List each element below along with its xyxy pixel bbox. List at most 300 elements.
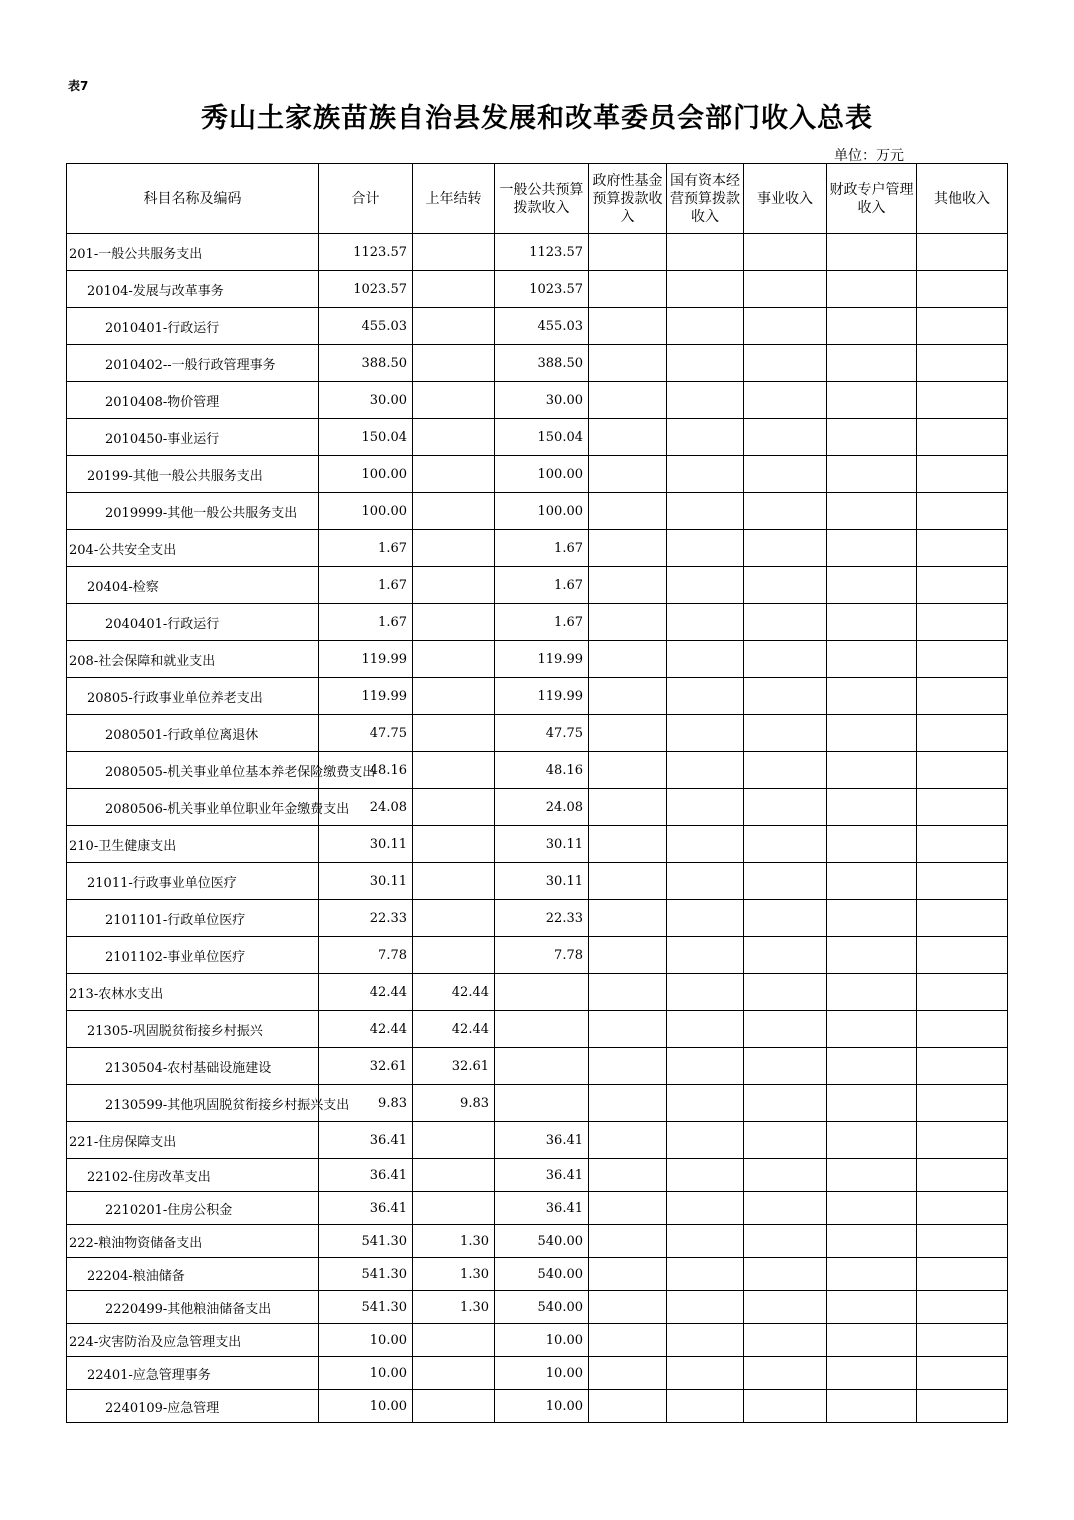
row-total: 10.00 bbox=[319, 1357, 413, 1390]
row-state-capital bbox=[667, 641, 744, 678]
column-header: 科目名称及编码 bbox=[67, 164, 319, 234]
row-total: 36.41 bbox=[319, 1159, 413, 1192]
row-business-income bbox=[744, 1258, 827, 1291]
row-total: 22.33 bbox=[319, 900, 413, 937]
row-special-account bbox=[827, 1048, 917, 1085]
row-general-budget: 36.41 bbox=[495, 1192, 589, 1225]
row-business-income bbox=[744, 826, 827, 863]
table-row bbox=[67, 530, 1008, 567]
row-general-budget: 30.11 bbox=[495, 826, 589, 863]
row-total: 455.03 bbox=[319, 308, 413, 345]
row-name: 22401-应急管理事务 bbox=[67, 1357, 319, 1390]
row-fund-budget bbox=[589, 678, 667, 715]
row-total: 541.30 bbox=[319, 1258, 413, 1291]
row-name: 201-一般公共服务支出 bbox=[67, 234, 319, 271]
table-row bbox=[67, 1159, 1008, 1192]
row-name: 22102-住房改革支出 bbox=[67, 1159, 319, 1192]
row-fund-budget bbox=[589, 493, 667, 530]
table-row bbox=[67, 1122, 1008, 1159]
table-row bbox=[67, 604, 1008, 641]
row-total: 48.16 bbox=[319, 752, 413, 789]
row-carryover: 42.44 bbox=[413, 1011, 495, 1048]
row-total: 36.41 bbox=[319, 1122, 413, 1159]
row-total: 47.75 bbox=[319, 715, 413, 752]
column-header: 政府性基金预算拨款收入 bbox=[589, 164, 667, 234]
row-general-budget: 36.41 bbox=[495, 1122, 589, 1159]
row-special-account bbox=[827, 493, 917, 530]
row-state-capital bbox=[667, 826, 744, 863]
row-special-account bbox=[827, 234, 917, 271]
row-general-budget: 10.00 bbox=[495, 1357, 589, 1390]
row-carryover bbox=[413, 308, 495, 345]
row-business-income bbox=[744, 1122, 827, 1159]
row-general-budget: 100.00 bbox=[495, 456, 589, 493]
row-carryover bbox=[413, 678, 495, 715]
row-carryover bbox=[413, 789, 495, 826]
row-total: 541.30 bbox=[319, 1291, 413, 1324]
row-fund-budget bbox=[589, 900, 667, 937]
row-business-income bbox=[744, 1291, 827, 1324]
row-general-budget: 36.41 bbox=[495, 1159, 589, 1192]
row-total: 1.67 bbox=[319, 567, 413, 604]
row-fund-budget bbox=[589, 1048, 667, 1085]
row-other-income bbox=[917, 678, 1008, 715]
row-total: 1023.57 bbox=[319, 271, 413, 308]
row-name: 21011-行政事业单位医疗 bbox=[67, 863, 319, 900]
row-carryover bbox=[413, 715, 495, 752]
row-state-capital bbox=[667, 1159, 744, 1192]
row-total: 9.83 bbox=[319, 1085, 413, 1122]
table-row bbox=[67, 308, 1008, 345]
row-business-income bbox=[744, 678, 827, 715]
row-other-income bbox=[917, 1390, 1008, 1423]
row-special-account bbox=[827, 1159, 917, 1192]
row-name: 221-住房保障支出 bbox=[67, 1122, 319, 1159]
row-total: 1.67 bbox=[319, 530, 413, 567]
row-carryover bbox=[413, 530, 495, 567]
row-general-budget: 540.00 bbox=[495, 1258, 589, 1291]
row-general-budget: 1023.57 bbox=[495, 271, 589, 308]
row-fund-budget bbox=[589, 234, 667, 271]
column-header: 其他收入 bbox=[917, 164, 1008, 234]
row-state-capital bbox=[667, 604, 744, 641]
row-special-account bbox=[827, 826, 917, 863]
table-row bbox=[67, 1357, 1008, 1390]
row-business-income bbox=[744, 863, 827, 900]
row-general-budget: 540.00 bbox=[495, 1291, 589, 1324]
row-other-income bbox=[917, 1048, 1008, 1085]
row-other-income bbox=[917, 1357, 1008, 1390]
row-other-income bbox=[917, 752, 1008, 789]
row-total: 150.04 bbox=[319, 419, 413, 456]
row-name: 224-灾害防治及应急管理支出 bbox=[67, 1324, 319, 1357]
row-business-income bbox=[744, 493, 827, 530]
row-fund-budget bbox=[589, 382, 667, 419]
row-other-income bbox=[917, 1258, 1008, 1291]
row-special-account bbox=[827, 345, 917, 382]
row-special-account bbox=[827, 789, 917, 826]
row-business-income bbox=[744, 234, 827, 271]
row-fund-budget bbox=[589, 271, 667, 308]
row-other-income bbox=[917, 974, 1008, 1011]
row-fund-budget bbox=[589, 826, 667, 863]
row-name: 2130504-农村基础设施建设 bbox=[67, 1048, 319, 1085]
table-row bbox=[67, 567, 1008, 604]
row-special-account bbox=[827, 937, 917, 974]
row-name: 21305-巩固脱贫衔接乡村振兴 bbox=[67, 1011, 319, 1048]
row-business-income bbox=[744, 1357, 827, 1390]
row-state-capital bbox=[667, 530, 744, 567]
row-fund-budget bbox=[589, 1357, 667, 1390]
unit-label: 单位：万元 bbox=[834, 148, 904, 164]
row-fund-budget bbox=[589, 604, 667, 641]
row-state-capital bbox=[667, 937, 744, 974]
row-total: 30.00 bbox=[319, 382, 413, 419]
table-row bbox=[67, 1085, 1008, 1122]
row-name: 2040401-行政运行 bbox=[67, 604, 319, 641]
row-general-budget bbox=[495, 1085, 589, 1122]
row-fund-budget bbox=[589, 345, 667, 382]
table-row bbox=[67, 900, 1008, 937]
row-carryover bbox=[413, 271, 495, 308]
row-carryover bbox=[413, 1192, 495, 1225]
column-header: 国有资本经营预算拨款收入 bbox=[667, 164, 744, 234]
row-other-income bbox=[917, 234, 1008, 271]
table-row bbox=[67, 1291, 1008, 1324]
row-fund-budget bbox=[589, 1159, 667, 1192]
row-fund-budget bbox=[589, 1291, 667, 1324]
table-row bbox=[67, 1011, 1008, 1048]
row-business-income bbox=[744, 974, 827, 1011]
row-carryover bbox=[413, 937, 495, 974]
table-row bbox=[67, 1192, 1008, 1225]
row-state-capital bbox=[667, 1291, 744, 1324]
row-carryover bbox=[413, 1159, 495, 1192]
row-total: 100.00 bbox=[319, 493, 413, 530]
row-name: 213-农林水支出 bbox=[67, 974, 319, 1011]
row-name: 2210201-住房公积金 bbox=[67, 1192, 319, 1225]
row-general-budget: 1123.57 bbox=[495, 234, 589, 271]
row-other-income bbox=[917, 863, 1008, 900]
row-name: 20104-发展与改革事务 bbox=[67, 271, 319, 308]
table-row bbox=[67, 456, 1008, 493]
row-general-budget: 47.75 bbox=[495, 715, 589, 752]
row-special-account bbox=[827, 1357, 917, 1390]
table-row bbox=[67, 493, 1008, 530]
row-business-income bbox=[744, 271, 827, 308]
table-row bbox=[67, 641, 1008, 678]
row-total: 36.41 bbox=[319, 1192, 413, 1225]
row-special-account bbox=[827, 752, 917, 789]
row-other-income bbox=[917, 789, 1008, 826]
column-header: 一般公共预算拨款收入 bbox=[495, 164, 589, 234]
row-carryover bbox=[413, 752, 495, 789]
row-business-income bbox=[744, 1192, 827, 1225]
row-carryover bbox=[413, 234, 495, 271]
row-state-capital bbox=[667, 1225, 744, 1258]
row-name: 2010408-物价管理 bbox=[67, 382, 319, 419]
table-body bbox=[67, 234, 1008, 1423]
row-business-income bbox=[744, 937, 827, 974]
row-special-account bbox=[827, 678, 917, 715]
row-state-capital bbox=[667, 974, 744, 1011]
row-special-account bbox=[827, 900, 917, 937]
row-state-capital bbox=[667, 345, 744, 382]
row-other-income bbox=[917, 493, 1008, 530]
row-carryover bbox=[413, 641, 495, 678]
row-state-capital bbox=[667, 752, 744, 789]
row-other-income bbox=[917, 1225, 1008, 1258]
row-special-account bbox=[827, 1225, 917, 1258]
row-other-income bbox=[917, 1122, 1008, 1159]
row-business-income bbox=[744, 789, 827, 826]
row-business-income bbox=[744, 1390, 827, 1423]
row-fund-budget bbox=[589, 456, 667, 493]
table-row bbox=[67, 234, 1008, 271]
row-other-income bbox=[917, 1192, 1008, 1225]
table-row bbox=[67, 382, 1008, 419]
row-other-income bbox=[917, 715, 1008, 752]
row-name: 22204-粮油储备 bbox=[67, 1258, 319, 1291]
row-carryover bbox=[413, 382, 495, 419]
row-general-budget: 30.00 bbox=[495, 382, 589, 419]
row-other-income bbox=[917, 1291, 1008, 1324]
row-total: 119.99 bbox=[319, 641, 413, 678]
row-carryover bbox=[413, 1122, 495, 1159]
row-special-account bbox=[827, 1122, 917, 1159]
row-carryover: 1.30 bbox=[413, 1258, 495, 1291]
row-business-income bbox=[744, 641, 827, 678]
row-total: 7.78 bbox=[319, 937, 413, 974]
row-other-income bbox=[917, 419, 1008, 456]
row-carryover bbox=[413, 493, 495, 530]
row-other-income bbox=[917, 345, 1008, 382]
row-carryover bbox=[413, 456, 495, 493]
row-special-account bbox=[827, 567, 917, 604]
row-fund-budget bbox=[589, 567, 667, 604]
table-row bbox=[67, 1324, 1008, 1357]
row-general-budget: 24.08 bbox=[495, 789, 589, 826]
row-special-account bbox=[827, 1085, 917, 1122]
row-name: 2101102-事业单位医疗 bbox=[67, 937, 319, 974]
table-row bbox=[67, 678, 1008, 715]
table-row bbox=[67, 419, 1008, 456]
row-state-capital bbox=[667, 567, 744, 604]
row-name: 2019999-其他一般公共服务支出 bbox=[67, 493, 319, 530]
row-general-budget: 388.50 bbox=[495, 345, 589, 382]
row-carryover bbox=[413, 419, 495, 456]
row-state-capital bbox=[667, 1048, 744, 1085]
table-row bbox=[67, 752, 1008, 789]
row-state-capital bbox=[667, 863, 744, 900]
row-name: 20199-其他一般公共服务支出 bbox=[67, 456, 319, 493]
row-state-capital bbox=[667, 271, 744, 308]
row-fund-budget bbox=[589, 789, 667, 826]
row-business-income bbox=[744, 345, 827, 382]
row-state-capital bbox=[667, 1085, 744, 1122]
row-other-income bbox=[917, 456, 1008, 493]
row-other-income bbox=[917, 1324, 1008, 1357]
row-state-capital bbox=[667, 456, 744, 493]
row-name: 210-卫生健康支出 bbox=[67, 826, 319, 863]
row-state-capital bbox=[667, 715, 744, 752]
row-special-account bbox=[827, 1291, 917, 1324]
row-carryover bbox=[413, 1324, 495, 1357]
table-row bbox=[67, 937, 1008, 974]
row-state-capital bbox=[667, 900, 744, 937]
row-name: 2080505-机关事业单位基本养老保险缴费支出 bbox=[67, 752, 319, 789]
row-name: 2010401-行政运行 bbox=[67, 308, 319, 345]
row-carryover bbox=[413, 345, 495, 382]
row-state-capital bbox=[667, 1324, 744, 1357]
row-carryover bbox=[413, 900, 495, 937]
table-row bbox=[67, 863, 1008, 900]
row-general-budget: 1.67 bbox=[495, 530, 589, 567]
row-carryover: 1.30 bbox=[413, 1225, 495, 1258]
row-name: 2101101-行政单位医疗 bbox=[67, 900, 319, 937]
row-other-income bbox=[917, 937, 1008, 974]
row-fund-budget bbox=[589, 641, 667, 678]
row-other-income bbox=[917, 308, 1008, 345]
row-state-capital bbox=[667, 1390, 744, 1423]
row-fund-budget bbox=[589, 1258, 667, 1291]
row-name: 2080501-行政单位离退休 bbox=[67, 715, 319, 752]
row-carryover: 42.44 bbox=[413, 974, 495, 1011]
row-total: 30.11 bbox=[319, 826, 413, 863]
row-fund-budget bbox=[589, 1390, 667, 1423]
row-state-capital bbox=[667, 234, 744, 271]
row-name: 222-粮油物资储备支出 bbox=[67, 1225, 319, 1258]
row-business-income bbox=[744, 1085, 827, 1122]
row-business-income bbox=[744, 752, 827, 789]
table-row bbox=[67, 345, 1008, 382]
row-carryover bbox=[413, 826, 495, 863]
row-business-income bbox=[744, 715, 827, 752]
row-other-income bbox=[917, 567, 1008, 604]
row-special-account bbox=[827, 1258, 917, 1291]
row-total: 1.67 bbox=[319, 604, 413, 641]
row-total: 32.61 bbox=[319, 1048, 413, 1085]
row-fund-budget bbox=[589, 937, 667, 974]
row-carryover: 1.30 bbox=[413, 1291, 495, 1324]
table-number: 表7 bbox=[68, 79, 89, 93]
row-general-budget: 150.04 bbox=[495, 419, 589, 456]
row-total: 24.08 bbox=[319, 789, 413, 826]
table-row bbox=[67, 1225, 1008, 1258]
row-state-capital bbox=[667, 308, 744, 345]
row-state-capital bbox=[667, 419, 744, 456]
row-business-income bbox=[744, 1011, 827, 1048]
row-total: 42.44 bbox=[319, 1011, 413, 1048]
row-carryover: 9.83 bbox=[413, 1085, 495, 1122]
row-business-income bbox=[744, 567, 827, 604]
row-carryover bbox=[413, 1390, 495, 1423]
row-other-income bbox=[917, 271, 1008, 308]
row-other-income bbox=[917, 826, 1008, 863]
row-state-capital bbox=[667, 1192, 744, 1225]
row-other-income bbox=[917, 604, 1008, 641]
row-general-budget bbox=[495, 1011, 589, 1048]
row-fund-budget bbox=[589, 1011, 667, 1048]
table-row bbox=[67, 1258, 1008, 1291]
row-total: 1123.57 bbox=[319, 234, 413, 271]
column-header: 上年结转 bbox=[413, 164, 495, 234]
row-name: 20404-检察 bbox=[67, 567, 319, 604]
row-other-income bbox=[917, 1159, 1008, 1192]
row-name: 2010402--一般行政管理事务 bbox=[67, 345, 319, 382]
row-state-capital bbox=[667, 382, 744, 419]
row-state-capital bbox=[667, 1357, 744, 1390]
row-fund-budget bbox=[589, 1324, 667, 1357]
row-general-budget: 1.67 bbox=[495, 604, 589, 641]
table-row bbox=[67, 826, 1008, 863]
row-total: 30.11 bbox=[319, 863, 413, 900]
row-general-budget bbox=[495, 974, 589, 1011]
row-general-budget: 540.00 bbox=[495, 1225, 589, 1258]
table-row bbox=[67, 1390, 1008, 1423]
row-special-account bbox=[827, 530, 917, 567]
row-business-income bbox=[744, 382, 827, 419]
column-header: 事业收入 bbox=[744, 164, 827, 234]
row-fund-budget bbox=[589, 863, 667, 900]
row-special-account bbox=[827, 715, 917, 752]
table-row bbox=[67, 715, 1008, 752]
header-row bbox=[67, 164, 1008, 234]
row-general-budget: 48.16 bbox=[495, 752, 589, 789]
row-business-income bbox=[744, 456, 827, 493]
row-general-budget: 119.99 bbox=[495, 641, 589, 678]
row-total: 10.00 bbox=[319, 1324, 413, 1357]
row-special-account bbox=[827, 1390, 917, 1423]
row-fund-budget bbox=[589, 1192, 667, 1225]
row-name: 20805-行政事业单位养老支出 bbox=[67, 678, 319, 715]
row-general-budget: 455.03 bbox=[495, 308, 589, 345]
row-general-budget: 7.78 bbox=[495, 937, 589, 974]
row-special-account bbox=[827, 641, 917, 678]
row-business-income bbox=[744, 308, 827, 345]
row-business-income bbox=[744, 1159, 827, 1192]
row-total: 42.44 bbox=[319, 974, 413, 1011]
row-fund-budget bbox=[589, 1225, 667, 1258]
page-title: 秀山土家族苗族自治县发展和改革委员会部门收入总表 bbox=[201, 103, 873, 134]
row-total: 541.30 bbox=[319, 1225, 413, 1258]
row-other-income bbox=[917, 1011, 1008, 1048]
row-business-income bbox=[744, 1048, 827, 1085]
column-header: 财政专户管理收入 bbox=[827, 164, 917, 234]
row-special-account bbox=[827, 863, 917, 900]
row-fund-budget bbox=[589, 530, 667, 567]
row-fund-budget bbox=[589, 752, 667, 789]
row-business-income bbox=[744, 1324, 827, 1357]
row-name: 204-公共安全支出 bbox=[67, 530, 319, 567]
row-general-budget: 10.00 bbox=[495, 1324, 589, 1357]
row-carryover: 32.61 bbox=[413, 1048, 495, 1085]
row-fund-budget bbox=[589, 715, 667, 752]
income-table bbox=[66, 163, 1008, 1423]
row-carryover bbox=[413, 863, 495, 900]
row-business-income bbox=[744, 900, 827, 937]
row-other-income bbox=[917, 530, 1008, 567]
row-other-income bbox=[917, 641, 1008, 678]
table-row bbox=[67, 789, 1008, 826]
row-general-budget: 100.00 bbox=[495, 493, 589, 530]
column-header: 合计 bbox=[319, 164, 413, 234]
row-state-capital bbox=[667, 789, 744, 826]
row-other-income bbox=[917, 382, 1008, 419]
row-state-capital bbox=[667, 1011, 744, 1048]
row-general-budget: 119.99 bbox=[495, 678, 589, 715]
row-special-account bbox=[827, 271, 917, 308]
